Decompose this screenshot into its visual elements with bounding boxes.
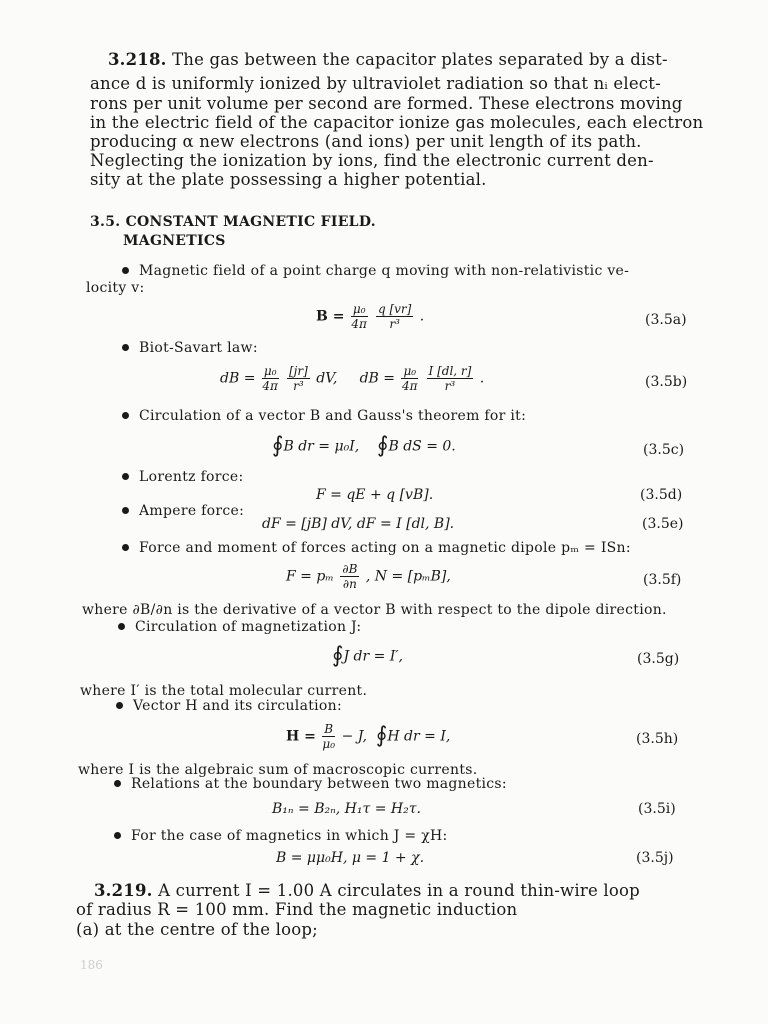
problem-line: rons per unit volume per second are formed. These electrons moving [90,94,683,113]
problem-line: in the electric field of the capacitor ionize gas molecules, each electron [90,113,704,132]
equation-3-5d: F = qE + q [vB]. [316,487,434,503]
bullet-item: For the case of magnetics in which J = χH: [114,828,448,844]
problem-line: sity at the plate possessing a higher potential. [90,170,487,189]
section-subheading: MAGNETICS [123,233,226,249]
contour-integral-icon: ∮ [332,643,344,668]
equation-number: (3.5i) [638,801,676,817]
fraction: $\frac{q [vr]}{\text{r³}}$ [377,302,412,331]
fraction: $\frac{B}{\text{μ₀}}$ [322,722,336,751]
equation-number: (3.5j) [636,850,674,866]
equation-number: (3.5d) [640,487,683,503]
equation-3-5c: ∮B dr = μ₀I, ∮B dS = 0. [272,433,456,458]
problem-line: ance d is uniformly ionized by ultraviolet radiation so that nᵢ elect- [90,74,661,93]
bullet-icon [114,780,121,787]
problem-line: 3.219. A current I = 1.00 A circulates in a round thin-wire loop [94,881,640,900]
fraction: $\frac{\text{μ₀}}{4\pi}$ [402,364,418,393]
problem-line: of radius R = 100 mm. Find the magnetic induction [76,900,518,919]
bullet-item: Ampere force: [122,503,244,519]
explanation-line: where ∂B/∂n is the derivative of a vector B with respect to the dipole direction. [82,602,667,618]
problem-line: Neglecting the ionization by ions, find the electronic current den- [90,151,654,170]
bullet-icon [116,702,123,709]
bullet-item: Lorentz force: [122,469,244,485]
equation-number: (3.5a) [645,312,687,328]
bullet-icon [122,344,129,351]
fraction: $\frac{[jr]}{\text{r³}}$ [288,364,308,393]
equation-number: (3.5h) [636,731,679,747]
bullet-icon [122,267,129,274]
equation-3-5a: B = $\frac{\text{μ₀}}{4\pi}$ $\frac{q [vr]}{\text{r³}}$ . [316,302,425,331]
explanation-line: where I′ is the total molecular current. [80,683,368,699]
section-heading: 3.5. CONSTANT MAGNETIC FIELD. [90,214,376,230]
bullet-icon [118,623,125,630]
problem-line: producing α new electrons (and ions) per unit length of its path. [90,132,642,151]
equation-3-5j: B = μμ₀H, μ = 1 + χ. [276,850,425,866]
contour-integral-icon: ∮ [272,433,284,458]
equation-3-5i: B₁ₙ = B₂ₙ, H₁τ = H₂τ. [272,801,421,817]
bullet-continuation: locity v: [86,280,145,296]
problem-line: (a) at the centre of the loop; [76,920,318,939]
contour-integral-icon: ∮ [375,723,388,748]
problem-number: 3.218. [108,50,167,69]
fraction: $\frac{\partial B}{\partial n}$ [342,562,358,591]
equation-3-5b: dB = $\frac{\text{μ₀}}{4\pi}$ $\frac{[jr]}{\text{r³}}$ dV, dB = $\frac{\text{μ₀}}{4\pi}$ $\frac{I [dl, r]}{\text{r³}}$ . [220,364,485,393]
page-number: 186 [80,958,103,972]
bullet-icon [114,832,121,839]
equation-number: (3.5f) [643,572,682,588]
equation-3-5e: dF = [jB] dV, dF = I [dl, B]. [262,516,455,532]
equation-3-5g: ∮J dr = I′, [332,643,403,668]
fraction: $\frac{\text{μ₀}}{4\pi}$ [262,364,278,393]
bullet-item: Force and moment of forces acting on a magnetic dipole pₘ = ISn: [122,540,631,556]
equation-number: (3.5g) [637,651,680,667]
fraction: $\frac{I [dl, r]}{\text{r³}}$ [428,364,472,393]
bullet-icon [122,473,129,480]
contour-integral-icon: ∮ [377,433,389,458]
equation-3-5f: F = pₘ $\frac{\partial B}{\partial n}$ , N = [pₘB], [286,562,451,591]
equation-number: (3.5b) [645,374,688,390]
problem-number: 3.219. [94,881,153,900]
equation-3-5h: H = $\frac{B}{\text{μ₀}}$ − J, ∮H dr = I, [286,722,451,751]
equation-number: (3.5e) [642,516,684,532]
bullet-item: Magnetic field of a point charge q moving with non-relativistic ve- [122,263,629,279]
equation-number: (3.5c) [643,442,685,458]
bullet-icon [122,507,129,514]
bullet-item: Relations at the boundary between two magnetics: [114,776,507,792]
bullet-icon [122,544,129,551]
fraction: $\frac{\text{μ₀}}{4\pi}$ [351,302,367,331]
bullet-item: Vector H and its circulation: [116,698,342,714]
problem-line: 3.218. The gas between the capacitor plates separated by a dist- [108,50,668,69]
bullet-icon [122,412,129,419]
bullet-item: Circulation of magnetization J: [118,619,361,635]
bullet-item: Circulation of a vector B and Gauss's theorem for it: [122,408,526,424]
explanation-line: where I is the algebraic sum of macroscopic currents. [78,762,478,778]
bullet-item: Biot-Savart law: [122,340,258,356]
